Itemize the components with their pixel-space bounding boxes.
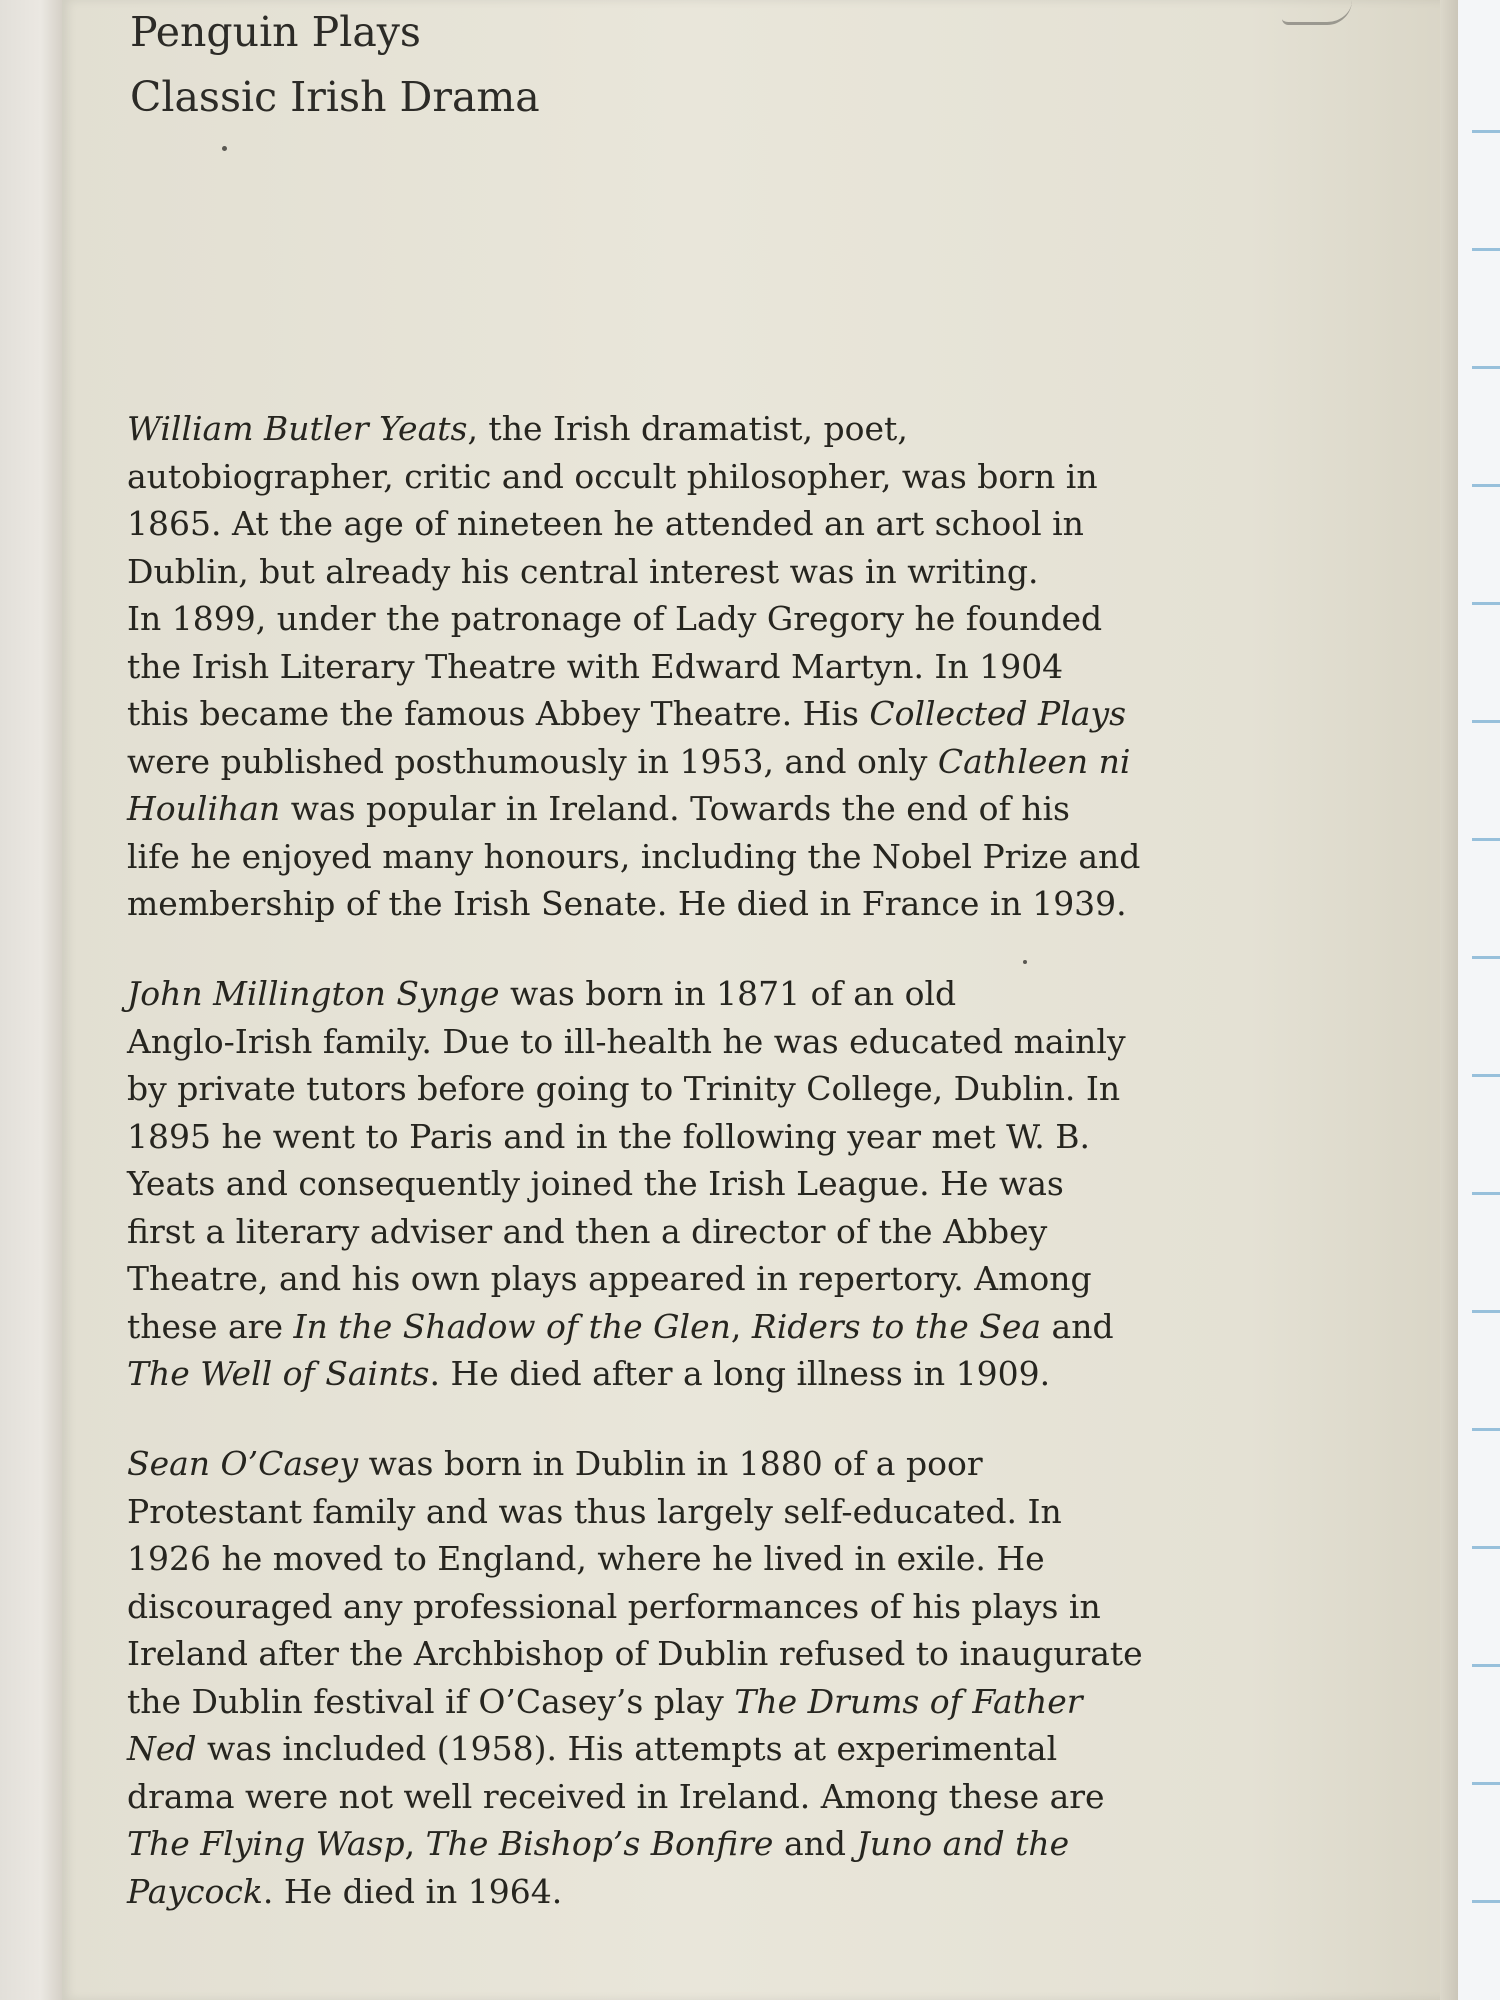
notebook-rule: [1472, 838, 1500, 841]
title-text: The Drums of Father: [734, 1681, 1083, 1721]
bio-yeats: [127, 405, 1247, 928]
bio-line: [127, 1725, 1247, 1773]
bio-line: [127, 453, 1247, 501]
title-text: Ned: [127, 1729, 197, 1768]
notebook-rule: [1472, 1546, 1500, 1549]
body-text: Ireland after the Archbishop of Dublin refused to inaugurate: [127, 1634, 1143, 1673]
body-text: ,: [404, 1824, 426, 1863]
book-title: Classic Irish Drama: [130, 73, 540, 121]
bio-line: [127, 970, 1247, 1018]
notebook-rule: [1472, 720, 1500, 723]
body-text: the Irish Literary Theatre with Edward Martyn. In 1904: [127, 646, 1064, 686]
notebook-rule: [1472, 956, 1500, 959]
bio-line: [127, 1160, 1247, 1208]
body-text: ,: [730, 1306, 752, 1346]
body-text: 1926 he moved to England, where he lived in exile. He: [127, 1539, 1045, 1578]
bio-line: [127, 595, 1247, 643]
notebook-rule: [1472, 366, 1500, 369]
body-text: life he enjoyed many honours, including the Nobel Prize and: [127, 836, 1141, 876]
bio-line: [127, 1255, 1247, 1303]
notebook-rule: [1472, 602, 1500, 605]
title-text: Cathleen ni: [937, 741, 1131, 781]
bio-line: [127, 690, 1247, 738]
title-text: Sean O’Casey: [127, 1444, 359, 1483]
ink-speck: [1023, 960, 1027, 964]
notebook-rule: [1472, 248, 1500, 251]
bio-line: [127, 1065, 1247, 1113]
bio-line: [127, 738, 1247, 786]
bio-line: [127, 1820, 1247, 1868]
body-text: 1895 he went to Paris and in the following year met W. B.: [127, 1116, 1090, 1156]
notebook-rule: [1472, 1074, 1500, 1077]
bio-line: [127, 785, 1247, 833]
body-text: Anglo-Irish family. Due to ill-health he was educated mainly: [127, 1021, 1126, 1061]
body-text: these are: [127, 1306, 294, 1346]
body-text: . He died in 1964.: [262, 1871, 563, 1911]
bio-line: [127, 1113, 1247, 1161]
body-text: and: [773, 1824, 857, 1863]
bio-line: [127, 1868, 1247, 1916]
notebook-rule: [1472, 484, 1500, 487]
page-header: [130, 0, 540, 130]
ink-speck: [222, 146, 227, 151]
body-text: was included (1958). His attempts at experimental: [196, 1729, 1058, 1768]
body-text: Theatre, and his own plays appeared in repertory. Among: [127, 1259, 1092, 1298]
body-text: discouraged any professional performances of his plays in: [127, 1586, 1101, 1626]
bio-line: [127, 1488, 1247, 1536]
title-text: The Flying Wasp: [127, 1824, 405, 1863]
left-page-margin: [0, 0, 68, 2000]
body-text: was born in 1871 of an old: [499, 974, 957, 1013]
bio-line: [127, 1630, 1247, 1678]
bio-synge: [127, 970, 1247, 1398]
body-text: In 1899, under the patronage of Lady Gregory he founded: [127, 599, 1103, 638]
title-text: Riders to the Sea: [751, 1306, 1042, 1346]
title-text: Houlihan: [127, 789, 281, 828]
body-text: Yeats and consequently joined the Irish League. He was: [127, 1164, 1064, 1203]
bio-line: [127, 1678, 1247, 1726]
title-text: In the Shadow of the Glen: [293, 1306, 731, 1346]
body-text: , the Irish dramatist, poet,: [467, 409, 908, 448]
body-text: 1865. At the age of nineteen he attended an art school in: [127, 504, 1084, 543]
title-text: The Bishop’s Bonfire: [425, 1824, 774, 1863]
body-text: drama were not well received in Ireland. Among these are: [127, 1776, 1105, 1816]
notebook-background: [1458, 0, 1500, 2000]
notebook-rule: [1472, 1782, 1500, 1785]
notebook-rule: [1472, 1192, 1500, 1195]
title-text: Paycock: [127, 1871, 263, 1911]
notebook-rule: [1472, 1664, 1500, 1667]
bio-line: [127, 1583, 1247, 1631]
body-text: . He died after a long illness in 1909.: [429, 1354, 1051, 1393]
body-text: was born in Dublin in 1880 of a poor: [358, 1444, 983, 1483]
bio-line: [127, 1440, 1247, 1488]
body-text: was popular in Ireland. Towards the end of his: [280, 789, 1070, 828]
notebook-rule: [1472, 1428, 1500, 1431]
bio-line: [127, 500, 1247, 548]
bio-line: [127, 643, 1247, 691]
bio-line: [127, 1303, 1247, 1351]
body-text: by private tutors before going to Trinity College, Dublin. In: [127, 1069, 1121, 1108]
title-text: Collected Plays: [869, 694, 1127, 733]
notebook-rule: [1472, 1310, 1500, 1313]
series-title: Penguin Plays: [130, 8, 421, 56]
bio-line: [127, 1018, 1247, 1066]
body-text: and: [1041, 1306, 1114, 1346]
body-text: autobiographer, critic and occult philosopher, was born in: [127, 456, 1098, 496]
title-text: William Butler Yeats: [127, 409, 468, 448]
bio-ocasey: [127, 1440, 1247, 1915]
bio-line: [127, 1773, 1247, 1821]
body-text: the Dublin festival if O’Casey’s play: [127, 1681, 735, 1721]
bio-line: [127, 833, 1247, 881]
body-text: membership of the Irish Senate. He died in France in 1939.: [127, 884, 1127, 923]
title-text: The Well of Saints: [127, 1354, 430, 1393]
title-text: John Millington Synge: [127, 974, 500, 1013]
page-edge: [1440, 0, 1460, 2000]
body-text: first a literary adviser and then a director of the Abbey: [127, 1211, 1048, 1251]
notebook-rule: [1472, 130, 1500, 133]
bio-line: [127, 1350, 1247, 1398]
body-text: Protestant family and was thus largely self-educated. In: [127, 1491, 1062, 1531]
body-text: were published posthumously in 1953, and only: [127, 741, 938, 781]
body-text: Dublin, but already his central interest was in writing.: [127, 551, 1039, 591]
bio-line: [127, 1208, 1247, 1256]
notebook-rule: [1472, 1900, 1500, 1903]
bio-line: [127, 405, 1247, 453]
body-text: this became the famous Abbey Theatre. His: [127, 694, 870, 733]
bio-line: [127, 548, 1247, 596]
title-text: Juno and the: [856, 1824, 1070, 1863]
bio-line: [127, 1535, 1247, 1583]
bio-line: [127, 880, 1247, 928]
